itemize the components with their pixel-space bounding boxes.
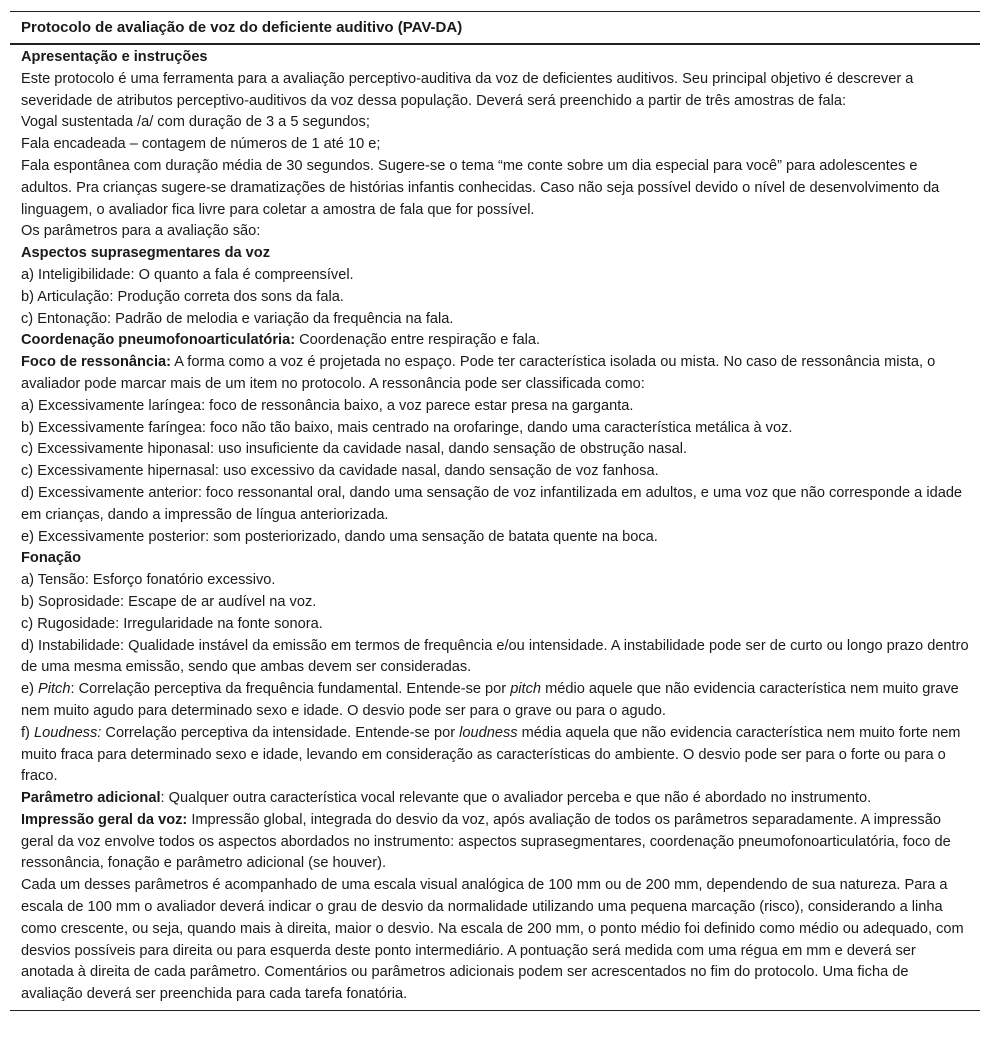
overall-impression-text: Impressão global, integrada do desvio da voz, após avaliação de todos os parâmetros separadamente. A impressão geral da voz envolve todos os aspectos abordados no instrumento: aspectos suprasegmentares, coordenação pneumofonoarticulatória, foco de ressonância, fonação e parâmetro adicional (se houver). [21, 811, 951, 872]
sample-counting: Fala encadeada – contagem de números de 1 até 10 e; [21, 136, 381, 153]
params-intro: Os parâmetros para a avaliação são: [21, 223, 261, 240]
supra-item: c) Entonação: Padrão de melodia e variação da frequência na fala. [21, 310, 454, 327]
loudness-term: Loudness: [33, 724, 102, 741]
loudness-text-2: média aquela que não evidencia característica nem muito forte nem muito fraca para determinado sexo e idade, levando em consideração as características do ambiente. O desvio pode ser para o forte ou para o fraco. [21, 724, 961, 785]
table-title: Protocolo de avaliação de voz do deficiente auditivo (PAV-DA) [10, 11, 980, 45]
overall-impression-label: Impressão geral da voz: [21, 811, 188, 828]
resonance-text: A forma como a voz é projetada no espaço. Pode ter característica isolada ou mista. No caso de ressonância mista, o avaliador pode marcar mais de um item no protocolo. A ressonância pode ser classificada como: [21, 354, 936, 392]
pitch-term: Pitch [38, 681, 71, 698]
sample-vowel: Vogal sustentada /a/ com duração de 3 a 5 segundos; [21, 114, 370, 131]
pitch-text-2: médio aquele que não evidencia característica nem muito grave nem muito agudo para determinado sexo e idade. O desvio pode ser para o grave ou para o agudo. [21, 681, 959, 719]
intro-heading: Apresentação e instruções [21, 49, 208, 65]
phonation-item: a) Tensão: Esforço fonatório excessivo. [21, 572, 276, 589]
pitch-term-2: pitch [510, 681, 542, 698]
resonance-label: Foco de ressonância: [21, 354, 172, 371]
resonance-item: a) Excessivamente laríngea: foco de ressonância baixo, a voz parece estar presa na garganta. [21, 397, 634, 414]
loudness-prefix: f) [21, 724, 34, 741]
loudness-term-2: loudness [459, 724, 518, 741]
resonance-item: e) Excessivamente posterior: som posteriorizado, dando uma sensação de batata quente na boca. [21, 528, 658, 545]
phonation-item: d) Instabilidade: Qualidade instável da emissão em termos de frequência e/ou intensidade. A instabilidade pode ser de curto ou longo prazo dentro de uma mesma emissão, sendo que ambas devem ser consideradas. [21, 637, 969, 676]
additional-parameter-label: Parâmetro adicional [21, 790, 161, 807]
resonance-item: b) Excessivamente faríngea: foco não tão baixo, mais centrado na orofaringe, dando uma característica metálica à voz. [21, 419, 793, 436]
additional-parameter-text: : Qualquer outra característica vocal relevante que o avaliador perceba e que não é abordado no instrumento. [160, 790, 872, 807]
overall-impression-paragraph [21, 810, 969, 875]
closing-paragraph: Cada um desses parâmetros é acompanhado de uma escala visual analógica de 100 mm ou de 200 mm, dependendo de sua natureza. Para a escala de 100 mm o avaliador deverá indicar o grau de desvio da normalidade utilizando uma pequena marcação (risco), considerando a linha como crescente, ou seja, quando mais à direita, maior o desvio. Na escala de 200 mm, o ponto médio foi definido como médio ou adequado, com desvios possíveis para direita ou para esquerda deste ponto intermediário. A pontuação será medida com uma régua em mm e deverá ser anotada à direita de cada parâmetro. Comentários ou parâmetros adicionais podem ser acrescentados no fim do protocolo. Uma ficha de avaliação deverá ser preenchida para cada tarefa fonatória. [21, 877, 964, 1003]
pitch-text-1: : Correlação perceptiva da frequência fundamental. Entende-se por [70, 681, 511, 698]
sample-spontaneous: Fala espontânea com duração média de 30 segundos. Sugere-se o tema “me conte sobre um dia especial para você” para adolescentes e adultos. Pra crianças sugere-se dramatizações de histórias infantis conhecidas. Caso não seja possível devido o nível de desenvolvimento da linguagem, o avaliador fica livre para coletar a amostra de fala que for possível. [21, 157, 940, 218]
pitch-prefix: e) [21, 681, 39, 698]
resonance-item: d) Excessivamente anterior: foco ressonantal oral, dando uma sensação de voz infantilizada em adultos, e uma voz que não corresponde a idade em crianças, dando a impressão de língua anteriorizada. [21, 484, 963, 523]
coordination-label: Coordenação pneumofonoarticulatória: [21, 332, 296, 349]
phonation-item: c) Rugosidade: Irregularidade na fonte sonora. [21, 615, 323, 632]
supra-item: b) Articulação: Produção correta dos sons da fala. [21, 288, 344, 305]
phonation-item-loudness [21, 723, 969, 788]
phonation-item-pitch [21, 679, 969, 723]
table-body [10, 45, 980, 1011]
supra-heading: Aspectos suprasegmentares da voz [21, 245, 270, 262]
phonation-item: b) Soprosidade: Escape de ar audível na voz. [21, 593, 317, 610]
intro-paragraph: Este protocolo é uma ferramenta para a avaliação perceptivo-auditiva da voz de deficientes auditivos. Seu principal objetivo é descrever a severidade de atributos perceptivo-auditivos da voz dessa população. Deverá será preenchido a partir de três amostras de fala: [21, 70, 914, 109]
resonance-item: c) Excessivamente hiponasal: uso insuficiente da cavidade nasal, dando sensação de obstrução nasal. [21, 441, 688, 458]
resonance-paragraph [21, 352, 969, 396]
resonance-item: c) Excessivamente hipernasal: uso excessivo da cavidade nasal, dando sensação de voz fanhosa. [21, 463, 659, 480]
coordination-text: Coordenação entre respiração e fala. [295, 332, 541, 349]
supra-item: a) Inteligibilidade: O quanto a fala é compreensível. [21, 266, 354, 283]
phonation-heading: Fonação [21, 550, 82, 567]
protocol-table [10, 11, 980, 1011]
loudness-text-1: Correlação perceptiva da intensidade. Entende-se por [101, 724, 460, 741]
coordination-paragraph [21, 330, 969, 352]
additional-parameter-paragraph [21, 788, 969, 810]
